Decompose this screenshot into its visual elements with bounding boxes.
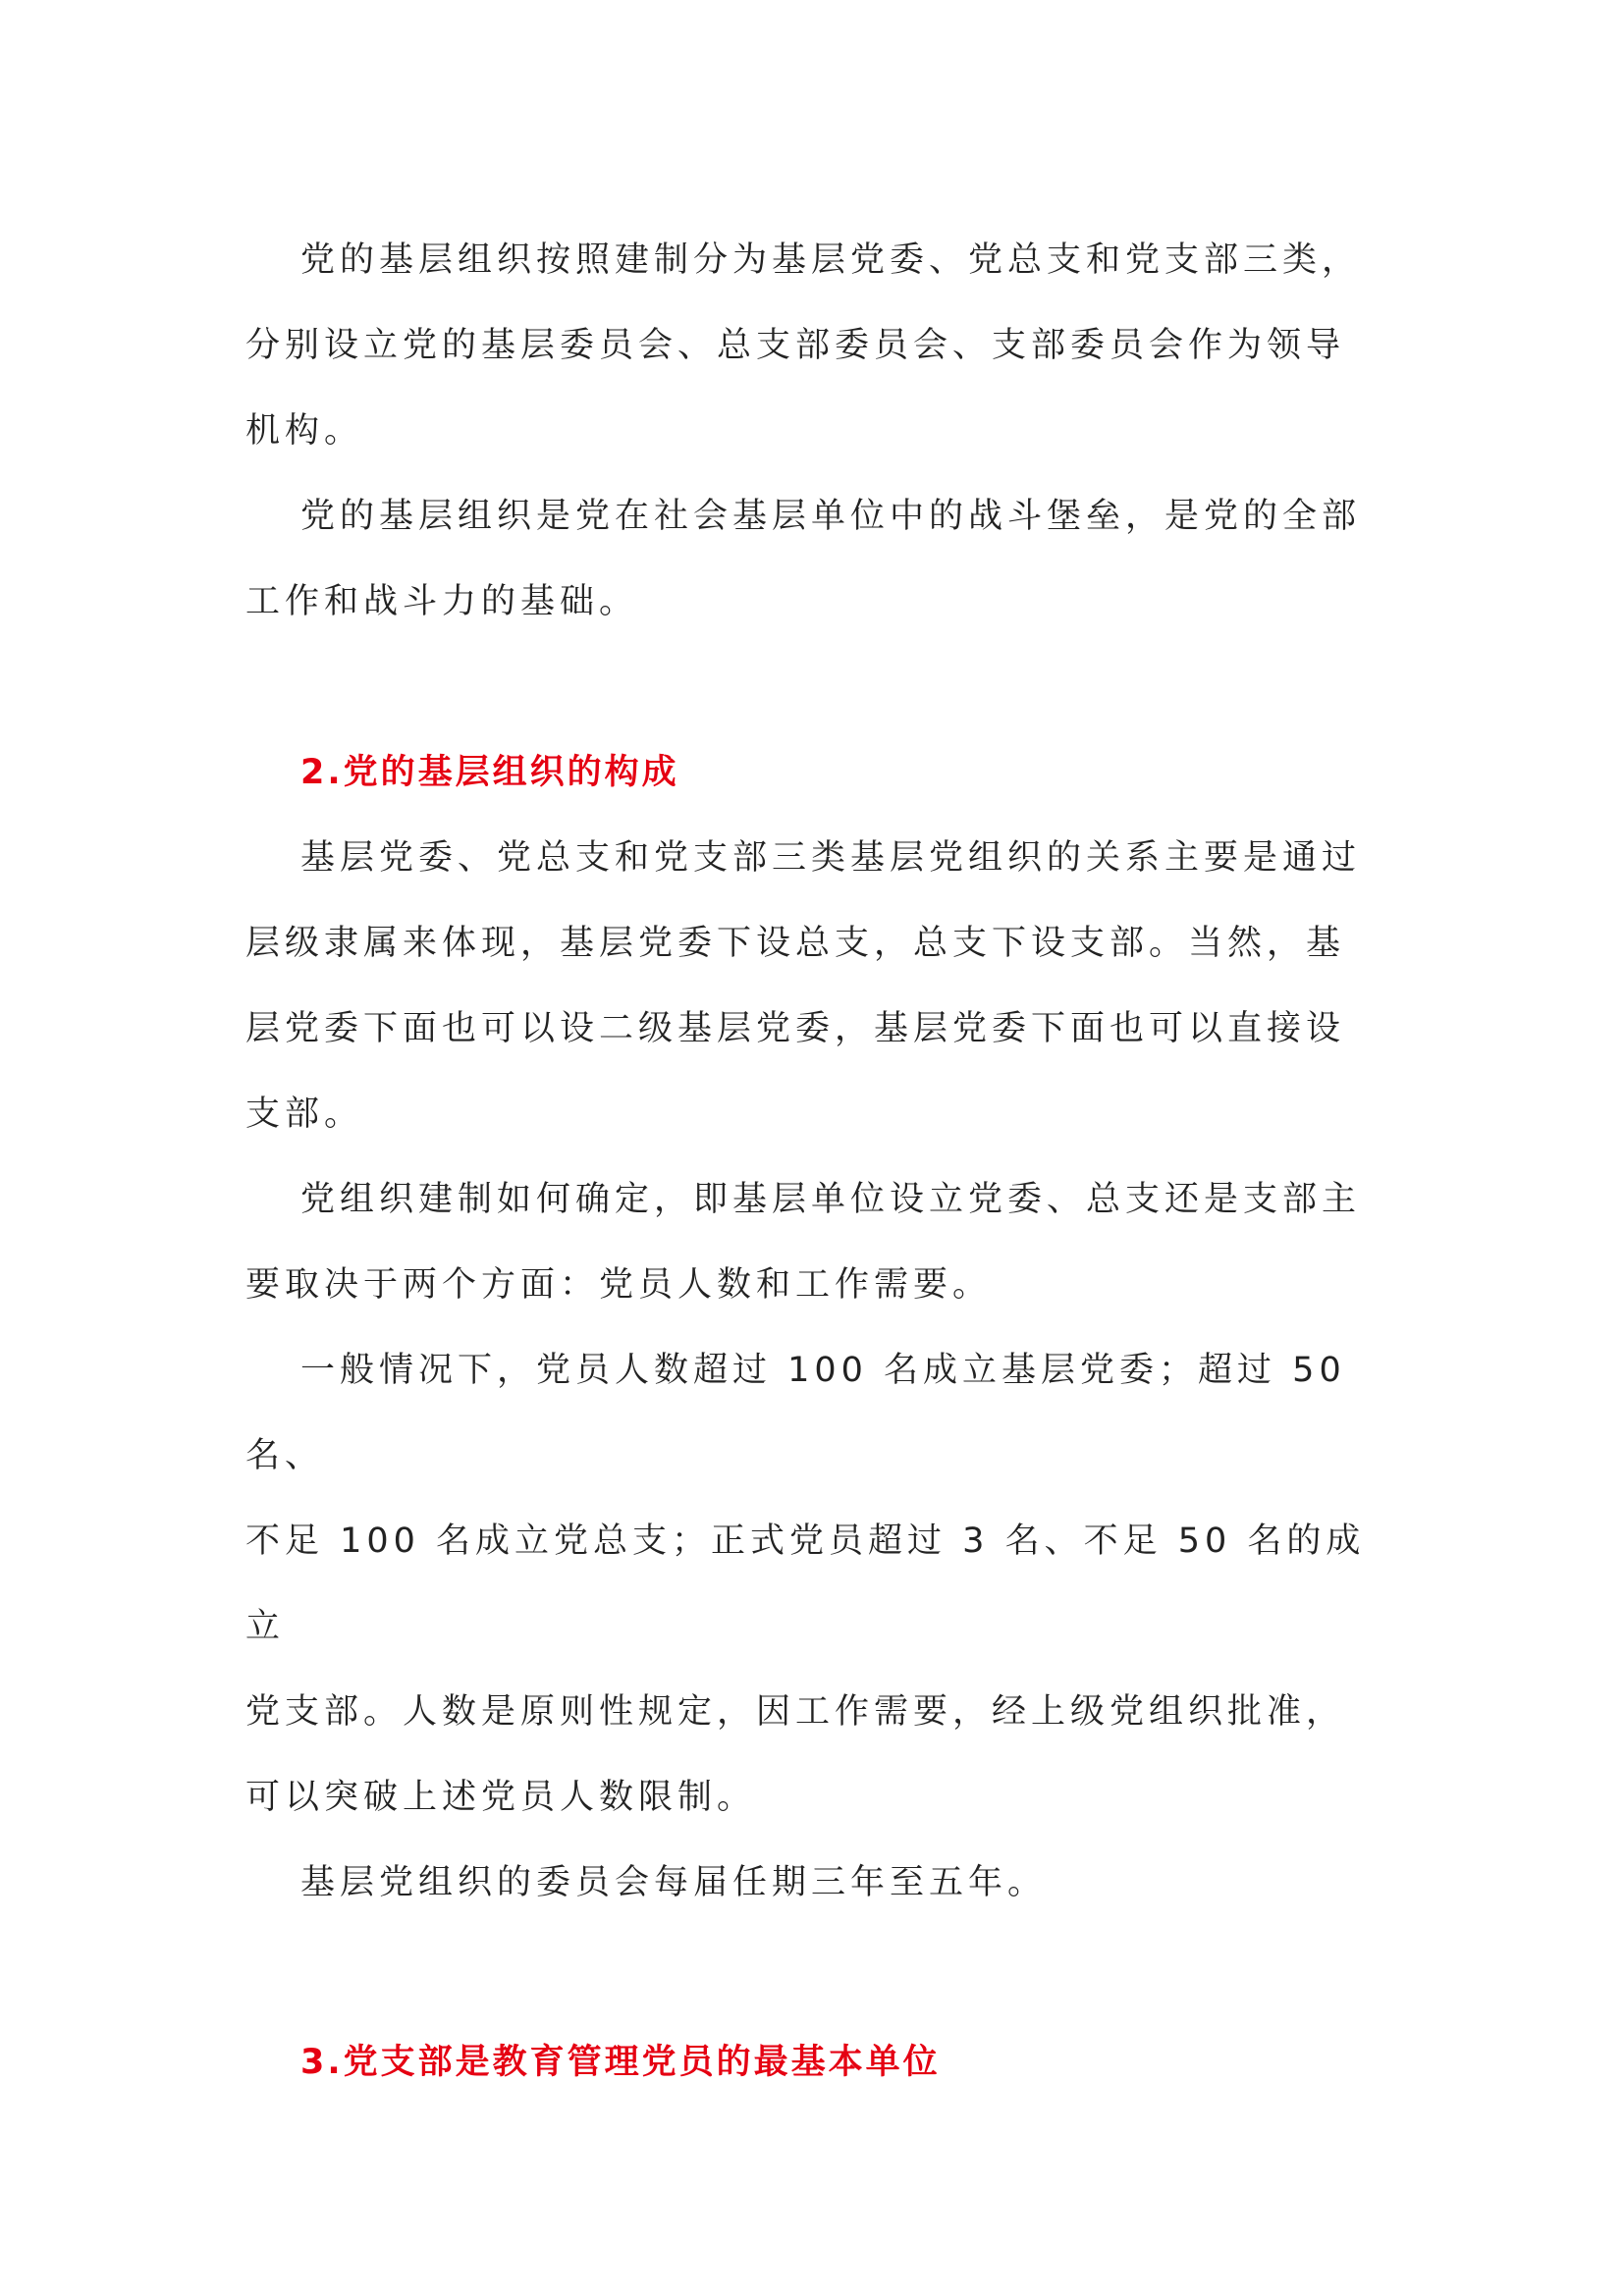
section-3-heading: 3.党支部是教育管理党员的最基本单位 [300, 2043, 941, 2082]
paragraph-term-length: 基层党组织的委员会每届任期三年至五年。 [300, 1863, 1048, 1902]
paragraph-member-count-rules: 一般情况下，党员人数超过 100 名成立基层党委；超过 50 名、 不足 100 名成立党总支；正式党员超过 3 名、不足 50 名的成立 党支部。人数是原则性规定，因工作需要，经上级党组织批准， 可以突破上述党员人数限制。 [245, 1351, 1366, 1817]
document-body [245, 218, 1394, 2106]
section-spacer [245, 1926, 1394, 2020]
paragraph-hierarchy: 基层党委、党总支和党支部三类基层党组织的关系主要是通过 层级隶属来体现，基层党委下设总支，总支下设支部。当然，基 层党委下面也可以设二级基层党委，基层党委下面也可以直接设 支部。 [245, 838, 1362, 1134]
paragraph-party-organization-role: 党的基层组织是党在社会基层单位中的战斗堡垒，是党的全部 工作和战斗力的基础。 [245, 497, 1362, 621]
section-spacer [245, 645, 1394, 730]
section-2-heading: 2.党的基层组织的构成 [300, 753, 679, 792]
paragraph-party-organization-types: 党的基层组织按照建制分为基层党委、党总支和党支部三类， 分别设立党的基层委员会、总支部委员会、支部委员会作为领导 机构。 [245, 240, 1362, 451]
paragraph-establishment-criteria: 党组织建制如何确定，即基层单位设立党委、总支还是支部主 要取决于两个方面：党员人数和工作需要。 [245, 1180, 1362, 1305]
